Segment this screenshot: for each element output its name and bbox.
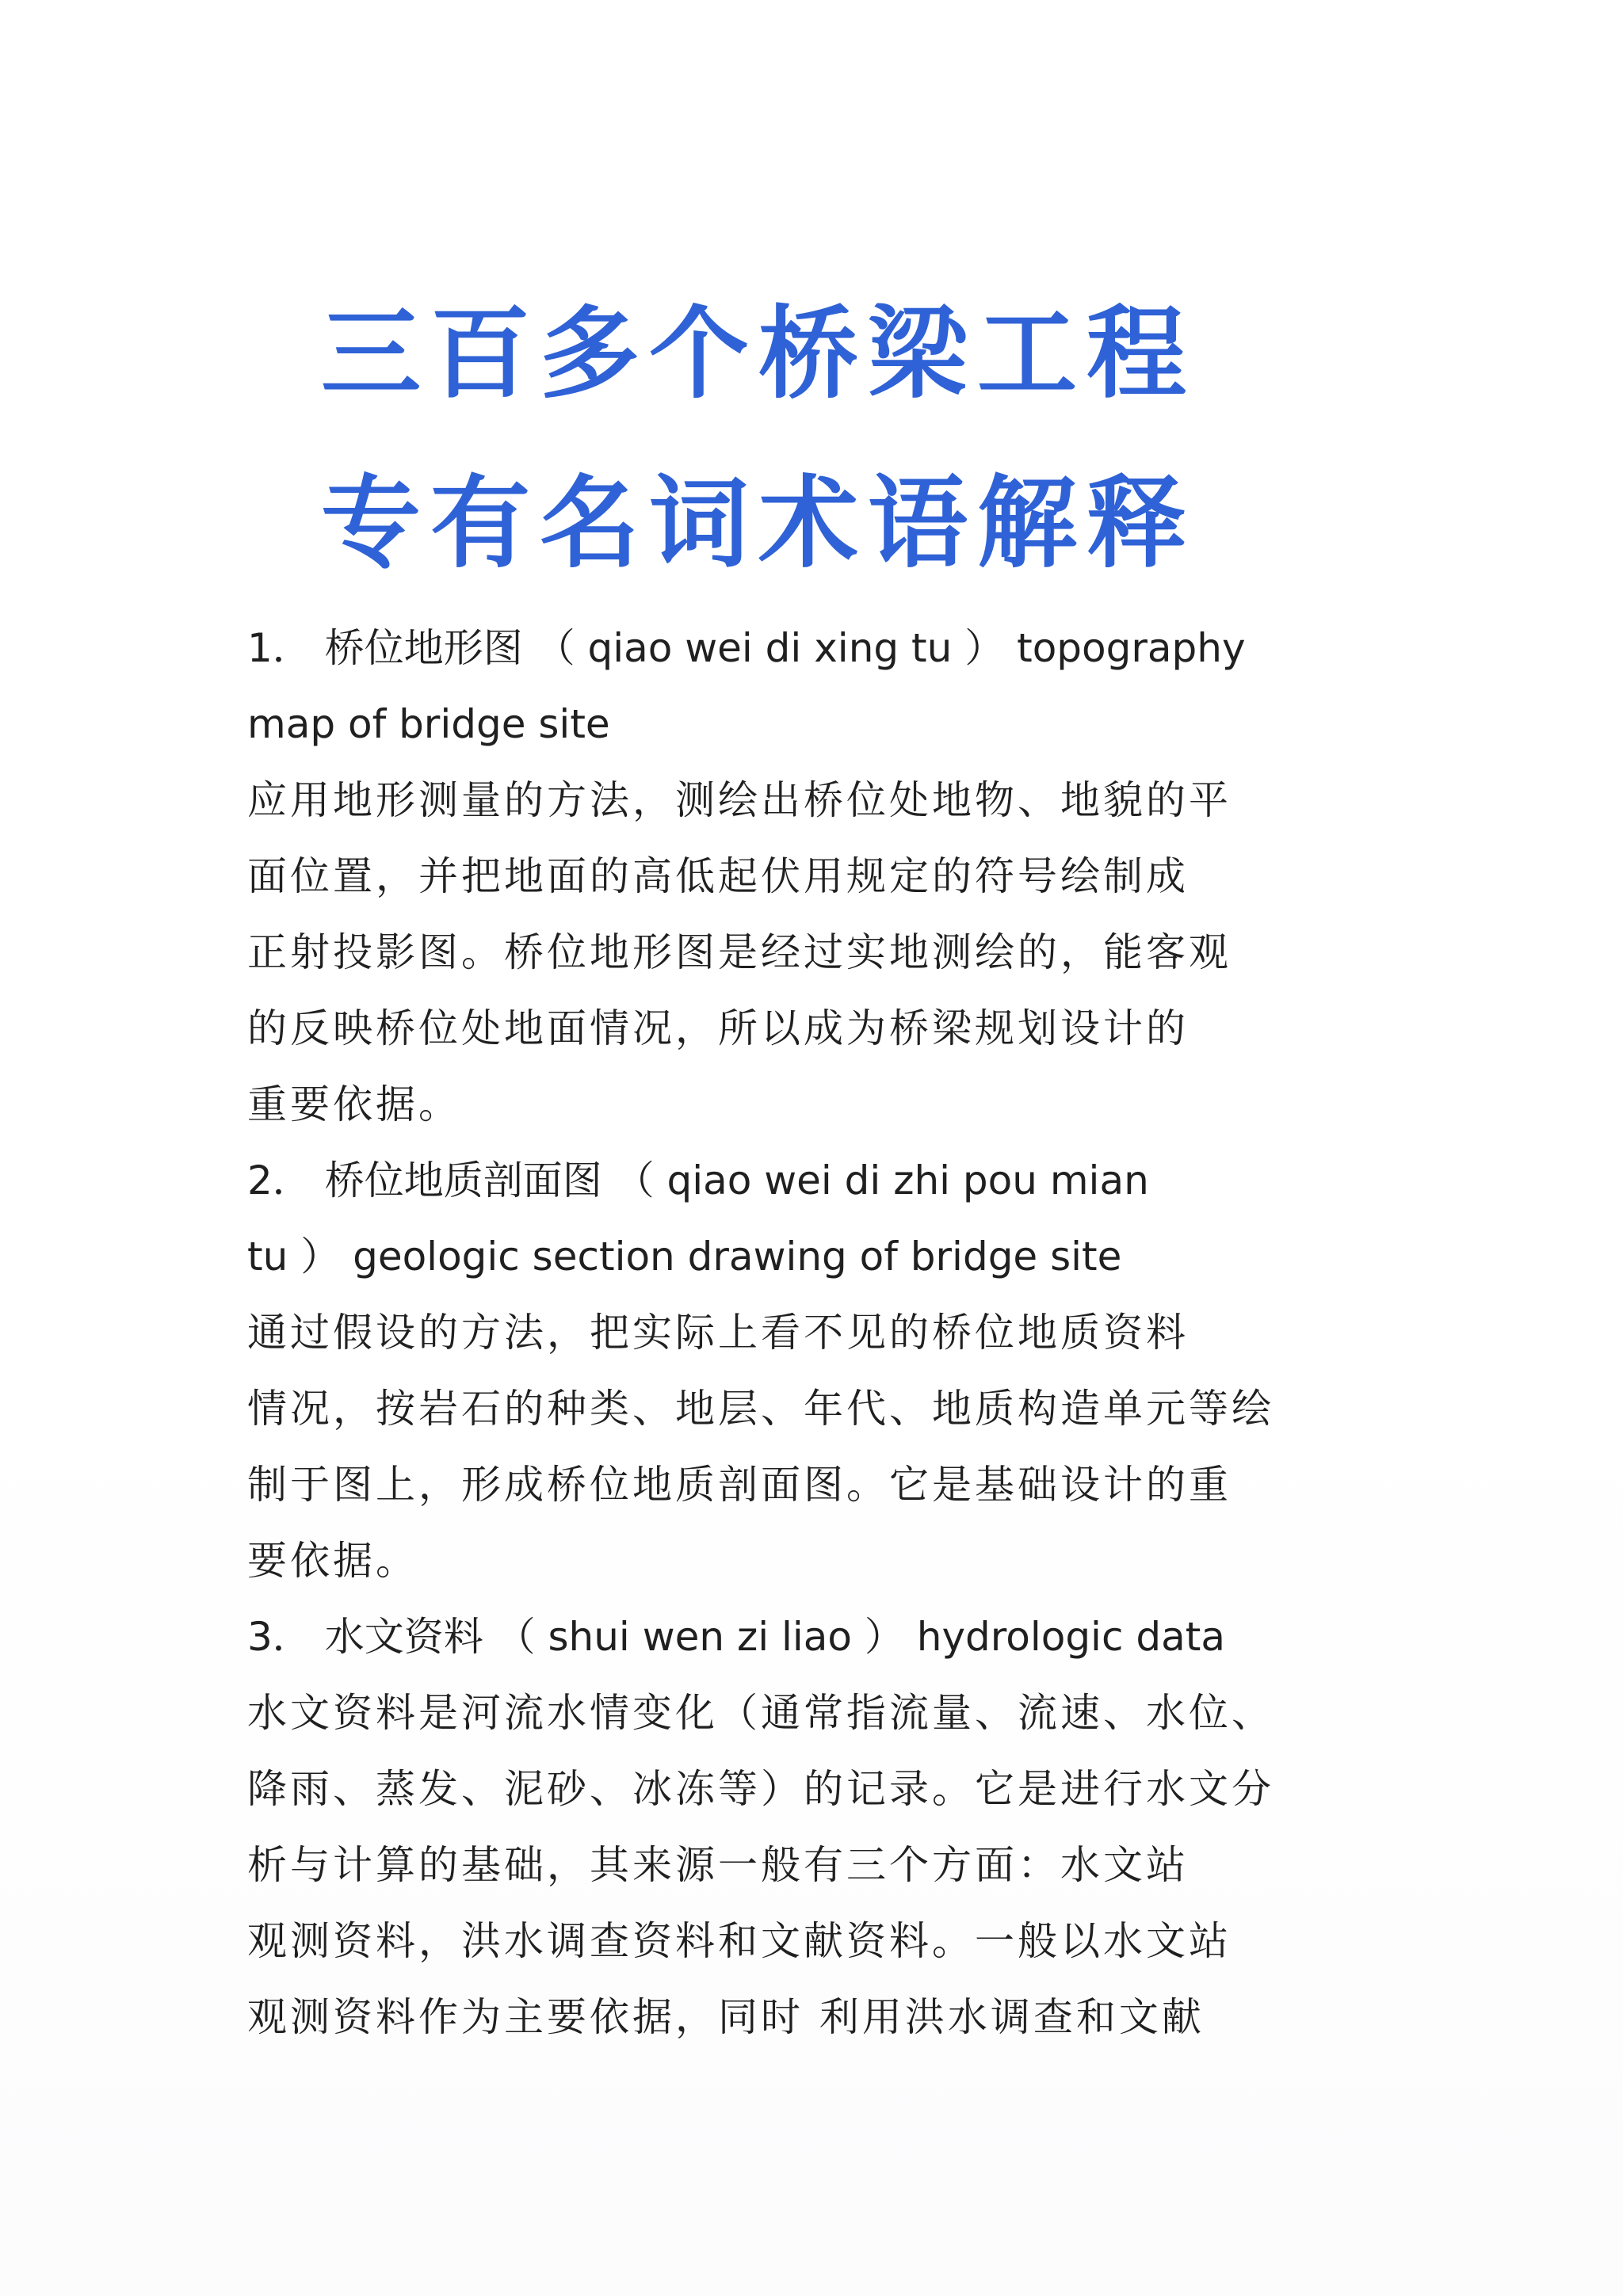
title-line-2: 专有名词术语解释 (321, 465, 1196, 582)
term-definition-line: 重要依据。 (247, 1081, 461, 1127)
document-body (247, 610, 1274, 2055)
term-definition-line: 正射投影图。桥位地形图是经过实地测绘的，能客观 (247, 929, 1232, 975)
term-definition-line: 观测资料，洪水调查资料和文献资料。一般以水文站 (247, 1918, 1232, 1964)
term-definition-line: 面位置，并把地面的高低起伏用规定的符号绘制成 (247, 853, 1189, 899)
term-definition-line: 应用地形测量的方法，测绘出桥位处地物、地貌的平 (247, 777, 1232, 823)
document-title (321, 269, 1196, 608)
term-heading-line: 1． 桥位地形图 （ qiao wei di xing tu ） topography (247, 625, 1246, 671)
term-definition-line: 制于图上，形成桥位地质剖面图。它是基础设计的重 (247, 1462, 1232, 1508)
term-definition-line: 情况，按岩石的种类、地层、年代、地质构造单元等绘 (247, 1386, 1274, 1432)
term-definition-line: 通过假设的方法，把实际上看不见的桥位地质资料 (247, 1310, 1189, 1356)
term-definition-line: 要依据。 (247, 1538, 418, 1584)
term-heading-line: map of bridge site (247, 701, 610, 747)
term-definition-line: 水文资料是河流水情变化（通常指流量、流速、水位、 (247, 1690, 1274, 1736)
term-entry-3 (247, 1599, 1274, 2055)
term-heading-line: 2． 桥位地质剖面图 （ qiao wei di zhi pou mian (247, 1158, 1149, 1203)
term-definition-line: 的反映桥位处地面情况，所以成为桥梁规划设计的 (247, 1005, 1189, 1051)
term-definition-line: 析与计算的基础，其来源一般有三个方面：水文站 (247, 1842, 1189, 1888)
term-heading-line: tu ） geologic section drawing of bridge site (247, 1234, 1122, 1280)
title-line-1: 三百多个桥梁工程 (321, 296, 1196, 412)
term-definition-line: 观测资料作为主要依据，同时 利用洪水调查和文献 (247, 1994, 1205, 2040)
term-entry-2 (247, 1142, 1274, 1599)
term-entry-1 (247, 610, 1254, 1142)
term-definition-line: 降雨、蒸发、泥砂、冰冻等）的记录。它是进行水文分 (247, 1766, 1274, 1812)
term-heading-line: 3． 水文资料 （ shui wen zi liao ） hydrologic data (247, 1614, 1225, 1660)
